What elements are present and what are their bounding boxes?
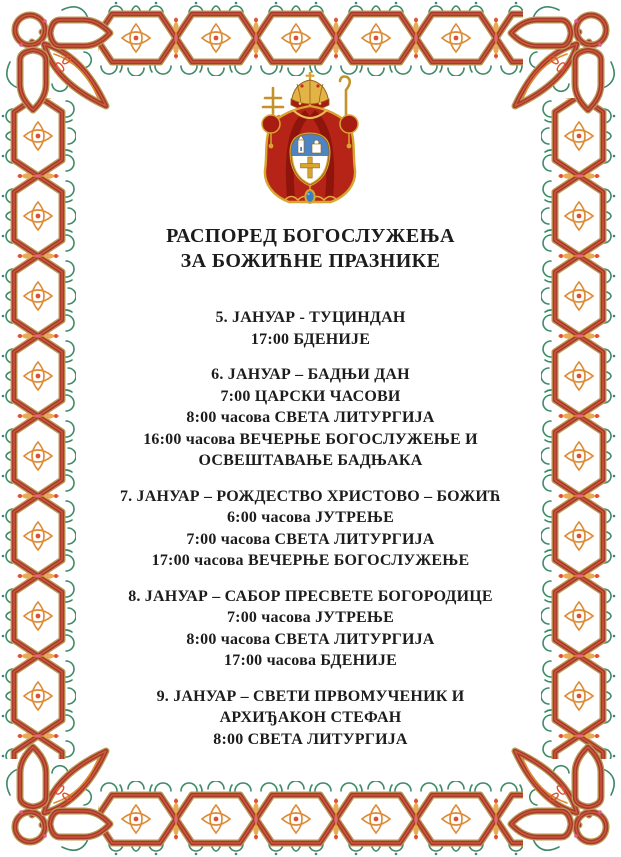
schedule-line: 5. ЈАНУАР - ТУЦИНДАН [215,309,406,326]
schedule-line: 17:00 часова БДЕНИЈЕ [224,652,397,669]
schedule-document [78,0,543,857]
schedule-section [78,307,543,350]
schedule-line: АРХИЂАКОН СТЕФАН [219,709,402,726]
schedule-line: 7:00 часова СВЕТА ЛИТУРГИЈА [186,530,435,548]
schedule-line: ОСВЕШТАВАЊЕ БАДЊАКА [198,452,423,469]
schedule-section [78,364,543,472]
schedule-line: 9. ЈАНУАР – СВЕТИ ПРВОМУЧЕНИК И [156,687,465,705]
schedule-line: 7:00 часова ЈУТРЕЊЕ [226,609,395,626]
schedule-line: 6:00 часова ЈУТРЕЊЕ [226,509,395,526]
schedule-line: 7. ЈАНУАР – РОЖДЕСТВО ХРИСТОВО – БОЖИЋ [119,487,502,505]
title-line-2: ЗА БОЖИЋНЕ ПРАЗНИКЕ [180,250,441,272]
schedule-line: 7:00 ЦАРСКИ ЧАСОВИ [220,387,401,405]
schedule [78,307,543,750]
schedule-line: 8:00 часова СВЕТА ЛИТУРГИЈА [186,630,435,648]
schedule-line: 17:00 часова ВЕЧЕРЊЕ БОГОСЛУЖЕЊЕ [151,552,470,569]
schedule-line: 16:00 часова ВЕЧЕРЊЕ БОГОСЛУЖЕЊЕ И [143,430,478,448]
schedule-line: 17:00 БДЕНИЈЕ [250,330,371,348]
title-line-1: РАСПОРЕД БОГОСЛУЖЕЊА [166,225,455,247]
page-title [78,224,543,274]
schedule-section [78,586,543,672]
schedule-section [78,686,543,751]
schedule-line: 8:00 СВЕТА ЛИТУРГИЈА [213,730,408,748]
schedule-line: 8:00 часова СВЕТА ЛИТУРГИЈА [186,409,435,426]
schedule-line: 6. ЈАНУАР – БАДЊИ ДАН [211,366,410,383]
schedule-section [78,486,543,572]
schedule-line: 8. ЈАНУАР – САБОР ПРЕСВЕТЕ БОГОРОДИЦЕ [128,587,493,605]
